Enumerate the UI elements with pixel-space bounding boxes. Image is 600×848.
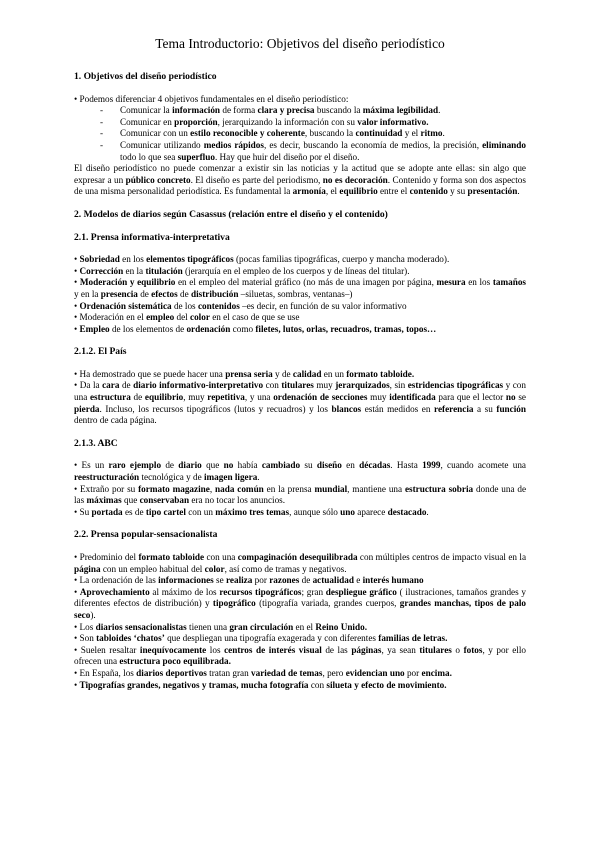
- emphasis: identificada: [389, 392, 436, 403]
- emphasis: estructura sobria: [404, 483, 474, 494]
- emphasis: conservaban: [139, 495, 190, 506]
- emphasis: jerarquizados: [335, 380, 390, 391]
- emphasis: color: [204, 563, 225, 574]
- emphasis: Empleo: [79, 323, 110, 334]
- bullet-line: • Moderación y equilibrio en el empleo del material gráfico (no más de una imagen por página, mesura en los tamaños y en la presencia de efectos de distribución –siluetas, sombras, ventanas–): [74, 277, 526, 299]
- emphasis: 1999: [422, 460, 441, 471]
- emphasis: máximas: [86, 495, 122, 506]
- emphasis: ordenación de secciones: [273, 392, 368, 403]
- emphasis: raro ejemplo: [108, 460, 162, 471]
- emphasis: Corrección: [79, 265, 124, 276]
- emphasis: función: [496, 403, 527, 414]
- emphasis: titulares: [281, 380, 314, 391]
- emphasis: encima.: [421, 667, 452, 678]
- emphasis: tipo cartel: [145, 506, 186, 517]
- emphasis: destacado: [387, 506, 427, 517]
- objectives-list: [74, 105, 526, 163]
- subsection-el-pais-body: [74, 369, 526, 427]
- emphasis: reestructuración: [74, 472, 140, 483]
- emphasis: silueta y efecto de movimiento.: [326, 679, 447, 690]
- emphasis: prensa seria: [225, 368, 273, 379]
- emphasis: estridencias tipográficas: [407, 380, 504, 391]
- emphasis: no: [223, 460, 234, 471]
- emphasis: público concreto: [125, 174, 191, 185]
- emphasis: compaginación desequilibrada: [237, 552, 358, 562]
- emphasis: gran circulación: [229, 621, 294, 632]
- emphasis: proporción: [174, 116, 218, 127]
- emphasis: diario: [178, 460, 202, 471]
- emphasis: no es decoración: [322, 174, 388, 185]
- emphasis: Tipografías grandes, negativos y tramas, mucha fotografía: [79, 679, 309, 690]
- emphasis: tabloides ‘chatos’: [96, 633, 165, 644]
- emphasis: ritmo: [420, 128, 443, 139]
- emphasis: filetes, lutos, orlas, recuadros, tramas, topos…: [255, 323, 437, 334]
- emphasis: Aprovechamiento: [79, 586, 150, 597]
- emphasis: continuidad: [355, 128, 403, 139]
- subsection-2-2-body: [74, 552, 526, 691]
- emphasis: familias de letras.: [378, 633, 448, 644]
- bullet-line: • Tipografías grandes, negativos y tramas, mucha fotografía con silueta y efecto de movimiento.: [74, 679, 447, 690]
- emphasis: nada común: [215, 483, 264, 494]
- emphasis: ordenación: [186, 323, 231, 334]
- bullet-line: • Ha demostrado que se puede hacer una prensa seria y de calidad en un formato tabloide.: [74, 368, 415, 379]
- emphasis: medios rápidos: [203, 139, 264, 150]
- emphasis: contenidos: [197, 300, 240, 311]
- emphasis: mundial: [314, 483, 348, 494]
- emphasis: Moderación y equilibrio: [79, 277, 176, 288]
- emphasis: informaciones: [158, 575, 214, 586]
- bullet-line: • Aprovechamiento al máximo de los recursos tipográficos; gran despliegue gráfico ( ilustraciones, tamaños grandes y diferentes efectos de distribución) y tipográfico (tipografía variada, grandes cuerpos, grandes manchas, tipos de palo seco).: [74, 586, 527, 620]
- emphasis: grandes manchas, tipos de palo seco: [74, 598, 527, 620]
- emphasis: formato tabloide: [138, 552, 205, 562]
- page-title: Tema Introductorio: Objetivos del diseño periodístico: [155, 36, 445, 51]
- emphasis: actualidad: [312, 575, 354, 586]
- section-1-heading: 1. Objetivos del diseño periodístico: [74, 71, 217, 82]
- emphasis: décadas: [359, 460, 391, 471]
- emphasis: imagen ligera: [203, 472, 258, 483]
- bullet-line: • Moderación en el empleo del color en el caso de que se use: [74, 312, 300, 323]
- emphasis: calidad: [292, 368, 322, 379]
- bullet-line: • Empleo de los elementos de ordenación como filetes, lutos, orlas, recuadros, tramas, topos…: [74, 323, 437, 334]
- bullet-line: • Suelen resaltar inequívocamente los centros de interés visual de las páginas, ya sean titulares o fotos, y por ello ofrecen una estructura poco equilibrada.: [74, 644, 526, 667]
- emphasis: cara: [102, 380, 120, 391]
- emphasis: elementos tipográficos: [146, 254, 234, 265]
- emphasis: presentación: [467, 186, 518, 197]
- emphasis: interés humano: [362, 575, 424, 586]
- emphasis: formato magazine: [138, 483, 210, 494]
- emphasis: no: [505, 392, 516, 403]
- emphasis: equilibrio: [339, 186, 378, 197]
- emphasis: mesura: [436, 277, 466, 288]
- emphasis: diarios sensacionalistas: [95, 621, 187, 632]
- emphasis: presencia: [100, 288, 138, 299]
- bullet-line: • Da la cara de diario informativo-interpretativo con titulares muy jerarquizados, sin estridencias tipográficas y con una estructura de equilibrio, muy repetitiva, y una ordenación de secciones muy identificada para que el lector no se pierda. Incluso, los recursos tipográficos (lutos y recuadros) y los blancos están medidos en referencia a su función dentro de cada página.: [74, 380, 527, 426]
- emphasis: equilibrio: [144, 392, 184, 403]
- emphasis: formato tabloide.: [346, 368, 415, 379]
- subsection-2-2-heading: 2.2. Prensa popular-sensacionalista: [74, 529, 218, 541]
- objective-item: - Comunicar la información de forma clara y precisa buscando la máxima legibilidad.: [116, 105, 526, 117]
- emphasis: páginas: [351, 644, 382, 655]
- bullet-line: • Es un raro ejemplo de diario que no había cambiado su diseño en décadas. Hasta 1999, cuando acomete una reestructuración tecnológica y de imagen ligera.: [74, 460, 527, 483]
- emphasis: pierda: [74, 403, 100, 414]
- objective-item: - Comunicar en proporción, jerarquizando la información con su valor informativo.: [116, 117, 526, 129]
- emphasis: blancos: [331, 403, 362, 414]
- bullet-line: • Extraño por su formato magazine, nada común en la prensa mundial, mantiene una estructura sobria donde una de las máximas que conservaban era no tocar los anuncios.: [74, 483, 527, 506]
- emphasis: diario informativo-interpretativo: [133, 380, 264, 391]
- emphasis: diarios deportivos: [136, 667, 207, 678]
- emphasis: inequívocamente: [139, 644, 207, 655]
- emphasis: uno: [340, 506, 355, 517]
- bullet-line: • Su portada es de tipo cartel con un máximo tres temas, aunque sólo uno aparece destacado.: [74, 506, 429, 517]
- emphasis: estilo reconocible y coherente: [190, 128, 305, 139]
- emphasis: contenido: [409, 186, 448, 197]
- section-1-closing: El diseño periodístico no puede comenzar a existir sin las noticias y la actitud que se adopte ante ellas: sin algo que expresar a un público concreto. El diseño es parte del periodismo, no es decoración. Contenido y forma son dos aspectos de una misma personalidad periodística. Es fundamental la armonía, el equilibrio entre el contenido y su presentación.: [74, 163, 526, 197]
- bullet-line: • Son tabloides ‘chatos’ que despliegan una tipografía exagerada y con diferentes familias de letras.: [74, 633, 448, 644]
- emphasis: variedad de temas: [251, 667, 323, 678]
- emphasis: referencia: [434, 403, 474, 414]
- emphasis: evidencian uno: [345, 667, 405, 678]
- emphasis: fotos: [463, 644, 483, 655]
- subsection-abc-heading: 2.1.3. ABC: [74, 437, 118, 449]
- subsection-2-1-body: [74, 254, 526, 335]
- emphasis: estructura: [89, 392, 131, 403]
- emphasis: titulación: [145, 265, 183, 276]
- subsection-abc-body: [74, 460, 526, 518]
- emphasis: efectos: [151, 288, 178, 299]
- emphasis: armonía: [292, 186, 326, 197]
- emphasis: razones: [269, 575, 300, 586]
- emphasis: Ordenación sistemática: [79, 300, 172, 311]
- emphasis: color: [190, 312, 210, 323]
- emphasis: clara y precisa: [257, 105, 315, 116]
- emphasis: realiza: [225, 575, 253, 586]
- emphasis: tamaños: [492, 277, 526, 288]
- emphasis: empleo: [146, 312, 175, 323]
- emphasis: página: [74, 563, 101, 574]
- emphasis: titulares: [419, 644, 452, 655]
- bullet-line: • Sobriedad en los elementos tipográficos (pocas familias tipográficas, cuerpo y mancha moderado).: [74, 254, 450, 265]
- emphasis: información: [172, 105, 221, 116]
- emphasis: despliegue gráfico: [325, 586, 397, 597]
- objective-item: - Comunicar utilizando medios rápidos, es decir, buscando la economía de medios, la precisión, eliminando todo lo que sea superfluo. Hay que huir del diseño por el diseño.: [116, 140, 526, 163]
- subsection-2-1-heading: 2.1. Prensa informativa-interpretativa: [74, 231, 230, 243]
- bullet-line: • La ordenación de las informaciones se realiza por razones de actualidad e interés humano: [74, 575, 424, 586]
- emphasis: cambiado: [261, 460, 301, 471]
- emphasis: Reino Unido.: [315, 621, 367, 632]
- emphasis: máximo tres temas: [215, 506, 290, 517]
- emphasis: valor informativo.: [357, 116, 429, 127]
- emphasis: eliminando: [482, 139, 526, 150]
- emphasis: repetitiva: [207, 392, 245, 403]
- emphasis: tipográfico: [212, 598, 256, 609]
- bullet-line: • Predominio del formato tabloide con una compaginación desequilibrada con múltiples centros de impacto visual en la página con un empleo habitual del color, así como de tramas y negativos.: [74, 552, 527, 574]
- bullet-line: • Ordenación sistemática de los contenidos –es decir, en función de su valor informativo: [74, 300, 407, 311]
- emphasis: recursos tipográficos: [219, 586, 302, 597]
- emphasis: distribución: [190, 288, 239, 299]
- bullet-line: • Corrección en la titulación (jerarquía en el empleo de los cuerpos y de líneas del titular).: [74, 265, 410, 276]
- section-2-heading: 2. Modelos de diarios según Casassus (relación entre el diseño y el contenido): [74, 208, 388, 220]
- emphasis: máxima legibilidad: [362, 105, 439, 116]
- emphasis: estructura poco equilibrada.: [119, 656, 231, 667]
- bullet-line: • Los diarios sensacionalistas tienen una gran circulación en el Reino Unido.: [74, 621, 367, 632]
- section-1-intro: • Podemos diferenciar 4 objetivos fundamentales en el diseño periodístico:: [74, 93, 349, 104]
- emphasis: diseño: [316, 460, 342, 471]
- emphasis: superfluo: [177, 151, 215, 162]
- emphasis: centros de interés visual: [224, 644, 322, 655]
- bullet-line: • En España, los diarios deportivos tratan gran variedad de temas, pero evidencian uno por encima.: [74, 667, 452, 678]
- emphasis: Sobriedad: [79, 254, 120, 265]
- subsection-el-pais-heading: 2.1.2. El País: [74, 346, 127, 358]
- objective-item: - Comunicar con un estilo reconocible y coherente, buscando la continuidad y el ritmo.: [116, 128, 526, 140]
- emphasis: portada: [91, 506, 123, 517]
